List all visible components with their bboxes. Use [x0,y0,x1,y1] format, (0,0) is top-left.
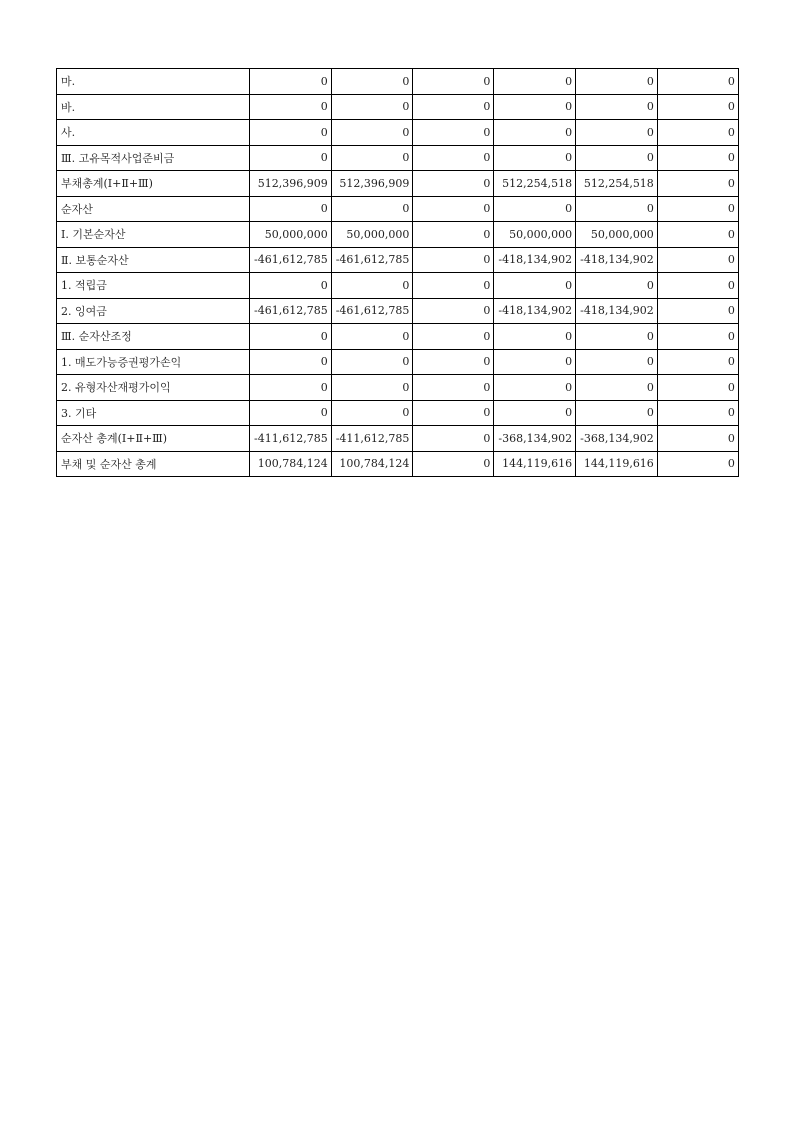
value-cell: 0 [576,400,658,426]
value-cell: 0 [494,145,576,171]
value-cell: -461,612,785 [331,247,413,273]
value-cell: 0 [413,400,494,426]
value-cell: 0 [413,196,494,222]
value-cell: 512,396,909 [250,171,332,197]
value-cell: -418,134,902 [576,247,658,273]
value-cell: 0 [657,375,738,401]
row-label: Ⅲ. 순자산조정 [57,324,250,350]
value-cell: -418,134,902 [494,298,576,324]
value-cell: 0 [494,196,576,222]
value-cell: -368,134,902 [576,426,658,452]
row-label: 순자산 총계(Ⅰ+Ⅱ+Ⅲ) [57,426,250,452]
value-cell: 0 [657,196,738,222]
value-cell: 0 [494,69,576,95]
value-cell: 0 [250,324,332,350]
value-cell: 0 [331,324,413,350]
value-cell: 0 [331,375,413,401]
value-cell: 0 [494,400,576,426]
value-cell: 0 [576,349,658,375]
table-row [57,375,739,401]
row-label: Ⅰ. 기본순자산 [57,222,250,248]
value-cell: 0 [250,196,332,222]
value-cell: 0 [413,69,494,95]
value-cell: -418,134,902 [494,247,576,273]
value-cell: 0 [250,273,332,299]
value-cell: 0 [250,349,332,375]
value-cell: -461,612,785 [250,298,332,324]
table-row [57,222,739,248]
table-row [57,120,739,146]
table-row [57,247,739,273]
value-cell: 0 [657,94,738,120]
value-cell: 50,000,000 [250,222,332,248]
value-cell: 512,254,518 [494,171,576,197]
value-cell: 0 [413,145,494,171]
value-cell: 0 [576,94,658,120]
value-cell: 0 [331,69,413,95]
value-cell: -461,612,785 [331,298,413,324]
row-label: 3. 기타 [57,400,250,426]
value-cell: 100,784,124 [331,451,413,477]
value-cell: 0 [576,69,658,95]
value-cell: -461,612,785 [250,247,332,273]
value-cell: 100,784,124 [250,451,332,477]
value-cell: 0 [576,145,658,171]
value-cell: 0 [576,120,658,146]
value-cell: 144,119,616 [576,451,658,477]
value-cell: 512,396,909 [331,171,413,197]
value-cell: 0 [657,145,738,171]
value-cell: 0 [413,324,494,350]
value-cell: 0 [413,273,494,299]
table-row [57,400,739,426]
value-cell: 0 [657,324,738,350]
value-cell: 0 [413,451,494,477]
row-label: 2. 유형자산재평가이익 [57,375,250,401]
value-cell: 0 [657,120,738,146]
value-cell: 0 [331,145,413,171]
row-label: Ⅱ. 보통순자산 [57,247,250,273]
value-cell: -411,612,785 [331,426,413,452]
value-cell: 0 [657,451,738,477]
value-cell: 0 [413,247,494,273]
row-label: 부채총계(Ⅰ+Ⅱ+Ⅲ) [57,171,250,197]
value-cell: 0 [331,94,413,120]
row-label: 순자산 [57,196,250,222]
value-cell: 0 [657,298,738,324]
value-cell: 0 [250,69,332,95]
value-cell: 0 [413,426,494,452]
value-cell: 0 [657,247,738,273]
value-cell: 0 [413,120,494,146]
table-row [57,451,739,477]
value-cell: 0 [413,349,494,375]
value-cell: 0 [576,375,658,401]
value-cell: 50,000,000 [576,222,658,248]
value-cell: 0 [657,171,738,197]
value-cell: 0 [576,273,658,299]
value-cell: 0 [494,94,576,120]
value-cell: 0 [657,222,738,248]
value-cell: 0 [413,94,494,120]
value-cell: 0 [250,120,332,146]
value-cell: 0 [494,375,576,401]
table-row [57,426,739,452]
row-label: Ⅲ. 고유목적사업준비금 [57,145,250,171]
table-row [57,196,739,222]
value-cell: 0 [250,145,332,171]
value-cell: 0 [657,273,738,299]
row-label: 마. [57,69,250,95]
value-cell: 0 [657,400,738,426]
row-label: 1. 매도가능증권평가손익 [57,349,250,375]
row-label: 바. [57,94,250,120]
value-cell: -418,134,902 [576,298,658,324]
value-cell: 0 [331,400,413,426]
row-label: 1. 적립금 [57,273,250,299]
value-cell: 0 [576,196,658,222]
balance-sheet-table [56,68,739,477]
value-cell: 0 [331,349,413,375]
value-cell: 0 [657,349,738,375]
value-cell: 0 [250,375,332,401]
table-row [57,69,739,95]
table-row [57,145,739,171]
value-cell: 0 [494,324,576,350]
value-cell: 50,000,000 [331,222,413,248]
row-label: 2. 잉여금 [57,298,250,324]
table-row [57,324,739,350]
value-cell: 0 [413,222,494,248]
value-cell: 0 [657,69,738,95]
balance-sheet-body [57,69,739,477]
row-label: 사. [57,120,250,146]
value-cell: 0 [331,196,413,222]
table-row [57,273,739,299]
value-cell: 144,119,616 [494,451,576,477]
value-cell: 0 [657,426,738,452]
value-cell: -411,612,785 [250,426,332,452]
value-cell: 0 [494,273,576,299]
row-label: 부채 및 순자산 총계 [57,451,250,477]
value-cell: 0 [413,171,494,197]
value-cell: 0 [413,298,494,324]
table-row [57,94,739,120]
table-row [57,349,739,375]
table-row [57,171,739,197]
value-cell: 0 [413,375,494,401]
value-cell: 0 [250,400,332,426]
value-cell: 0 [576,324,658,350]
value-cell: 0 [250,94,332,120]
value-cell: 0 [331,120,413,146]
value-cell: 0 [494,349,576,375]
value-cell: 512,254,518 [576,171,658,197]
value-cell: -368,134,902 [494,426,576,452]
value-cell: 50,000,000 [494,222,576,248]
table-row [57,298,739,324]
value-cell: 0 [494,120,576,146]
value-cell: 0 [331,273,413,299]
